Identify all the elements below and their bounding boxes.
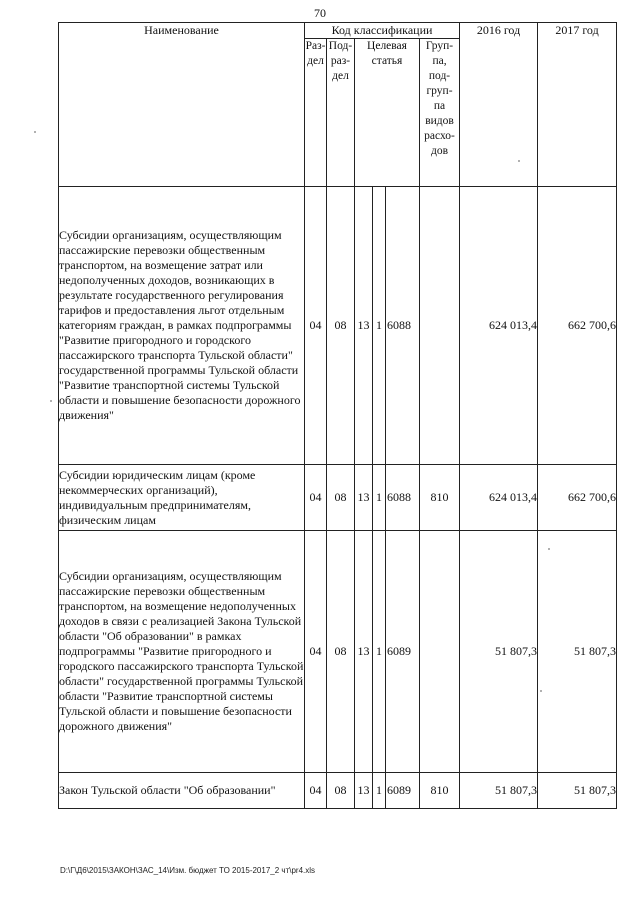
header-expense-group: Груп- па, под- груп- па видов расхо- дов <box>420 39 460 187</box>
row-section: 04 <box>305 531 327 773</box>
row-expense-group <box>420 531 460 773</box>
header-target-item: Целевая статья <box>355 39 420 187</box>
row-target-direction: 6089 <box>386 531 420 773</box>
row-subsection: 08 <box>327 531 355 773</box>
header-name: Наименование <box>59 23 305 187</box>
row-subsection: 08 <box>327 465 355 531</box>
header-subsection: Под- раз- дел <box>327 39 355 187</box>
header-classification-code: Код классификации <box>305 23 460 39</box>
header-row <box>59 23 617 39</box>
table-row <box>59 531 617 773</box>
row-amount-2016: 624 013,4 <box>460 187 538 465</box>
scan-speck <box>548 548 550 550</box>
scan-speck <box>518 160 520 162</box>
header-section: Раз- дел <box>305 39 327 187</box>
row-target-program: 13 <box>355 187 373 465</box>
row-section: 04 <box>305 773 327 809</box>
row-expense-group: 810 <box>420 773 460 809</box>
row-name: Закон Тульской области "Об образовании" <box>59 773 305 809</box>
row-target-subprogram: 1 <box>373 465 386 531</box>
scan-speck <box>540 690 542 692</box>
row-subsection: 08 <box>327 187 355 465</box>
row-name: Субсидии юридическим лицам (кроме некоммерческих организаций), индивидуальным предпринимателям, физическим лицам <box>59 465 305 531</box>
row-target-program: 13 <box>355 773 373 809</box>
scan-speck <box>34 131 36 133</box>
row-name: Субсидии организациям, осуществляющим пассажирские перевозки общественным транспортом, на возмещение затрат или недополученных доходов, возникающих в результате государственного регулирования тарифов и предоставления льгот отдельным категориям граждан, в рамках подпрограммы "Развитие пригородного и городского пассажирского транспорта Тульской области" государственной программы Тульской области "Развитие транспортной системы Тульской области и повышение безопасности дорожного движения" <box>59 187 305 465</box>
row-target-subprogram: 1 <box>373 187 386 465</box>
row-target-program: 13 <box>355 531 373 773</box>
row-subsection: 08 <box>327 773 355 809</box>
row-target-direction: 6088 <box>386 465 420 531</box>
row-section: 04 <box>305 465 327 531</box>
table-row <box>59 187 617 465</box>
row-amount-2016: 624 013,4 <box>460 465 538 531</box>
row-target-direction: 6088 <box>386 187 420 465</box>
scan-speck <box>50 400 52 402</box>
row-amount-2017: 662 700,6 <box>538 465 617 531</box>
row-name: Субсидии организациям, осуществляющим пассажирские перевозки общественным транспортом, на возмещение недополученных доходов в связи с реализацией Закона Тульской области "Об образовании" в рамках подпрограммы "Развитие пригородного и городского пассажирского транспорта Тульской области" государственной программы Тульской области "Развитие транспортной системы Тульской области и повышение безопасности дорожного движения" <box>59 531 305 773</box>
table-row <box>59 773 617 809</box>
row-section: 04 <box>305 187 327 465</box>
budget-table <box>58 22 617 809</box>
row-amount-2017: 51 807,3 <box>538 773 617 809</box>
row-amount-2016: 51 807,3 <box>460 773 538 809</box>
row-target-direction: 6089 <box>386 773 420 809</box>
row-expense-group: 810 <box>420 465 460 531</box>
row-target-subprogram: 1 <box>373 531 386 773</box>
row-expense-group <box>420 187 460 465</box>
header-year-2017: 2017 год <box>538 23 617 187</box>
row-amount-2016: 51 807,3 <box>460 531 538 773</box>
row-target-program: 13 <box>355 465 373 531</box>
file-path-footer: D:\Г\Д6\2015\ЗАКОН\ЗАС_14\Изм. бюджет ТО 2015-2017_2 чт\pr4.xls <box>60 866 316 875</box>
row-amount-2017: 662 700,6 <box>538 187 617 465</box>
page-number: 70 <box>314 6 326 20</box>
header-year-2016: 2016 год <box>460 23 538 187</box>
row-target-subprogram: 1 <box>373 773 386 809</box>
row-amount-2017: 51 807,3 <box>538 531 617 773</box>
table-row <box>59 465 617 531</box>
